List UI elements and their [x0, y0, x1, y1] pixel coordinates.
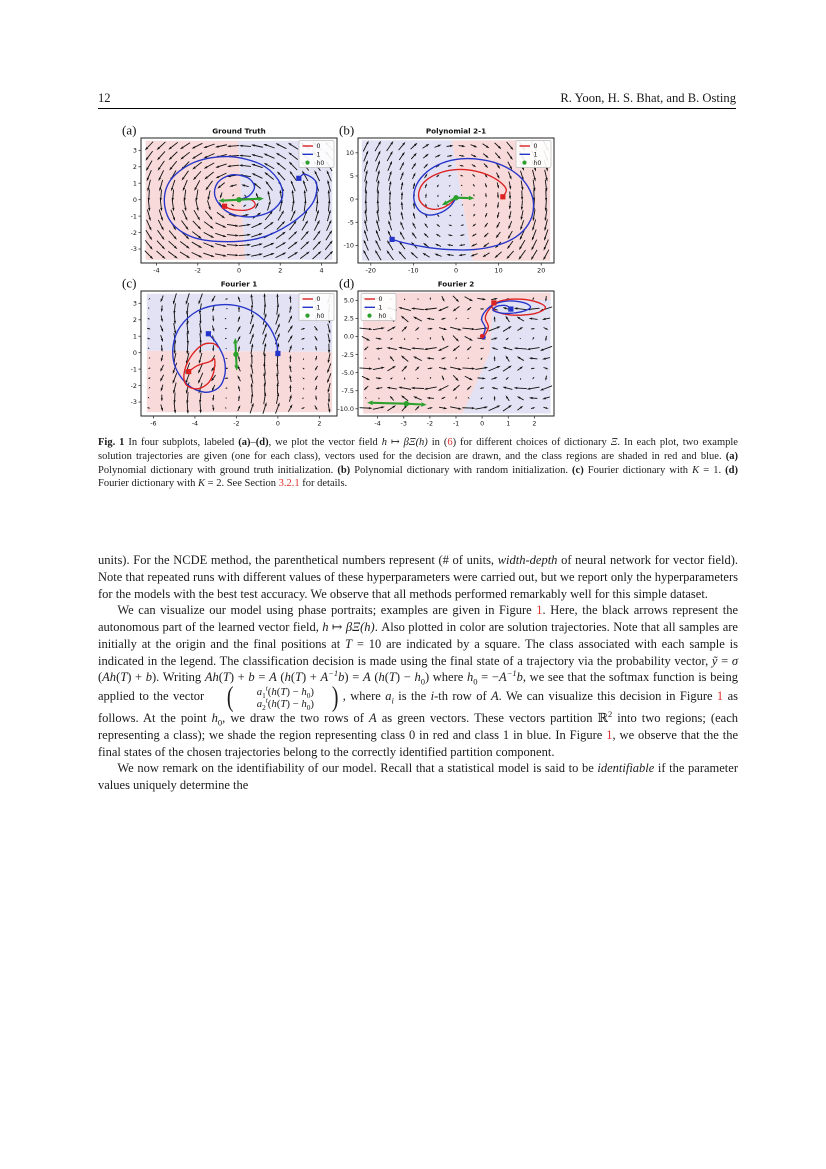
- text-run: units). For the NCDE method, the parenthetical numbers represent (# of units,: [98, 553, 498, 567]
- text-run: as follows. At the point: [98, 689, 738, 726]
- final-state-square: [389, 237, 394, 242]
- text-run: , where: [342, 689, 386, 704]
- column-vector: [209, 682, 343, 714]
- x-tick-label: -4: [153, 266, 160, 275]
- text-run: if the parameter values uniquely determine the: [98, 761, 738, 793]
- y-tick-label: -2: [130, 228, 137, 237]
- legend-label: 0: [316, 143, 321, 151]
- text-run: (: [116, 670, 121, 685]
- text-run: h: [378, 670, 385, 685]
- y-tick-label: 3: [132, 146, 137, 155]
- text-run: Ξ: [610, 437, 618, 448]
- running-title: R. Yoon, H. S. Bhat, and B. Osting: [560, 91, 736, 105]
- paragraph-3: [98, 760, 738, 794]
- text-run: =: [254, 670, 270, 685]
- text-run: T: [280, 698, 287, 711]
- text-run: . We can visualize this decision in Figure: [498, 689, 717, 704]
- text-run: ỹ: [711, 653, 718, 668]
- text-run: 2: [262, 703, 266, 713]
- text-run: ) =: [344, 670, 363, 685]
- final-state-square: [222, 204, 227, 209]
- legend-label: 1: [533, 151, 538, 159]
- ref-link[interactable]: 6: [447, 437, 453, 448]
- y-tick-label: 2: [132, 315, 137, 324]
- ref-link[interactable]: 1: [716, 689, 724, 704]
- text-run: h: [284, 670, 291, 685]
- final-state-square: [186, 369, 191, 374]
- h0-dot: [453, 195, 458, 200]
- subplot-title: Polynomial 2-1: [425, 126, 487, 136]
- text-run: Fourier dictionary with: [98, 478, 199, 490]
- x-tick-label: 0: [275, 419, 280, 428]
- y-tick-label: -5: [347, 218, 354, 227]
- h0-dot: [404, 401, 409, 406]
- text-run: T: [222, 670, 230, 685]
- text-run: (d): [255, 437, 269, 448]
- text-run: h: [414, 670, 421, 685]
- legend-key-h0: [305, 314, 309, 318]
- text-run: . Here, the black arrows represent the autonomous part of the learned vector field,: [98, 603, 739, 634]
- text-run: A: [363, 670, 371, 685]
- text-run: βΞ(h): [403, 437, 428, 448]
- subplot-title: Fourier 2: [437, 279, 475, 289]
- text-run: (: [276, 670, 285, 685]
- x-tick-label: 2: [278, 266, 283, 275]
- text-run: Polynomial dictionary with random initialization.: [350, 464, 573, 476]
- legend-label: 1: [378, 304, 383, 312]
- text-run: (: [98, 670, 103, 685]
- text-run: ): [310, 698, 314, 711]
- text-run: (d): [725, 464, 738, 476]
- final-state-square: [491, 300, 496, 305]
- x-tick-label: 2: [317, 419, 322, 428]
- subplot-title: Ground Truth: [212, 126, 266, 136]
- x-tick-label: 0: [480, 419, 485, 428]
- text-run: h: [301, 686, 307, 698]
- text-run: ) for different choices of dictionary: [452, 437, 611, 448]
- x-tick-label: -2: [426, 419, 434, 428]
- text-run: T: [388, 670, 396, 685]
- text-run: Polynomial dictionary with ground truth initialization.: [98, 464, 338, 476]
- text-run: identifiable: [597, 761, 655, 776]
- y-tick-label: 2.5: [343, 314, 354, 323]
- text-run: T: [120, 670, 128, 685]
- text-run: K: [692, 464, 700, 476]
- legend: [299, 294, 334, 321]
- text-run: . Also plotted in color are solution trajectories. Note that all samples are initially at the origin and the final positions at: [98, 620, 738, 651]
- text-run: in (: [427, 437, 448, 448]
- x-tick-label: -10: [408, 266, 419, 275]
- text-run: as green vectors. These vectors partition ℝ: [376, 711, 608, 726]
- legend-label: 1: [316, 304, 321, 312]
- h0-dot: [236, 197, 241, 202]
- text-run: T: [345, 636, 352, 651]
- ref-link[interactable]: 1: [606, 727, 613, 742]
- paragraph-2: [98, 602, 738, 760]
- text-run: ↦: [386, 437, 404, 448]
- text-run: A: [269, 670, 277, 685]
- subplot-label: (a): [122, 122, 137, 138]
- final-state-square: [275, 351, 280, 356]
- legend-key-h0: [367, 314, 371, 318]
- legend-label: h0: [378, 312, 387, 320]
- text-run: , we observe that the the final states of the chosen trajectories belong to the correctly identified partition component.: [98, 727, 739, 759]
- text-run: b: [516, 670, 523, 685]
- text-run: 0: [473, 676, 478, 687]
- text-run: , we see that the softmax function is being applied to the vector: [98, 670, 738, 704]
- y-tick-label: 1: [132, 332, 137, 341]
- y-tick-label: 5: [349, 172, 354, 181]
- text-run: ) +: [301, 670, 321, 685]
- text-run: = −: [477, 670, 499, 685]
- text-run: (a): [238, 437, 251, 448]
- text-run: ) −: [286, 686, 302, 698]
- vector-rows: [237, 683, 314, 713]
- text-run: (: [290, 670, 295, 685]
- subplot-label: (d): [339, 275, 355, 291]
- text-run: K: [198, 478, 206, 490]
- vector-row: [237, 695, 314, 713]
- x-tick-label: -1: [452, 419, 460, 428]
- text-run: T: [280, 686, 287, 698]
- text-run: ) +: [229, 670, 249, 685]
- text-run: −1: [506, 668, 517, 679]
- legend-label: 0: [533, 143, 538, 151]
- subplot-a: [120, 122, 348, 276]
- final-state-square: [508, 306, 513, 311]
- text-run: (b): [337, 464, 351, 476]
- text-run: A: [498, 670, 507, 685]
- text-run: A: [491, 689, 499, 704]
- text-run: (c): [572, 464, 584, 476]
- y-tick-label: 3: [132, 299, 137, 308]
- state-dot: [480, 334, 485, 339]
- y-tick-label: -3: [130, 245, 137, 254]
- x-tick-label: 2: [532, 419, 537, 428]
- final-state-square: [206, 331, 211, 336]
- text-run: ): [310, 686, 314, 698]
- text-run: In four subplots, labeled: [124, 437, 239, 448]
- legend-key-h0: [305, 161, 309, 165]
- text-run: b: [338, 670, 345, 685]
- text-run: i: [391, 695, 394, 706]
- text-run: width-depth: [497, 553, 558, 567]
- text-run: h: [301, 698, 307, 711]
- y-tick-label: 1: [132, 179, 137, 188]
- text-run: i: [430, 689, 435, 704]
- subplot-b: [337, 122, 565, 276]
- text-run: h: [271, 698, 277, 711]
- text-run: 0: [217, 717, 223, 728]
- legend-label: h0: [316, 312, 325, 320]
- text-run: A: [320, 670, 329, 685]
- text-run: –: [250, 437, 256, 448]
- legend-label: 0: [316, 296, 321, 304]
- text-run: −1: [328, 668, 339, 679]
- text-run: βΞ(h): [345, 620, 375, 634]
- text-run: 0: [306, 691, 311, 701]
- text-run: ↦: [328, 620, 346, 634]
- text-run: Fourier dictionary with: [583, 464, 693, 476]
- text-run: = 2. See Section: [205, 478, 279, 490]
- text-run: 0: [420, 676, 425, 687]
- y-tick-label: -3: [130, 398, 137, 407]
- page-number: 12: [98, 91, 111, 105]
- x-tick-label: 1: [506, 419, 511, 428]
- subplot-label: (b): [339, 122, 355, 138]
- text-run: into two regions; (each representing a class); we shade the region representing class 0 in red and class 1 in blue. In Figure: [98, 711, 738, 742]
- x-tick-label: -2: [233, 419, 240, 428]
- legend: [516, 141, 551, 168]
- text-run: (: [267, 698, 272, 711]
- y-tick-label: 0: [132, 195, 137, 204]
- text-run: ) −: [395, 670, 415, 685]
- x-tick-label: -4: [191, 419, 199, 428]
- text-run: (: [384, 670, 389, 685]
- text-run: (: [276, 698, 281, 711]
- text-run: ) −: [286, 698, 302, 711]
- subplot-c: [120, 275, 348, 429]
- text-run: (: [276, 686, 281, 698]
- y-tick-label: 0: [132, 348, 137, 357]
- y-tick-label: 5.0: [343, 296, 354, 305]
- x-tick-label: 0: [453, 266, 459, 275]
- text-run: ) where: [424, 670, 467, 685]
- text-run: Ah: [102, 670, 117, 685]
- subplot-title: Fourier 1: [220, 279, 258, 289]
- text-run: We now remark on the identifiability of our model. Recall that a statistical model is said to be: [117, 761, 598, 776]
- text-run: h: [271, 686, 277, 698]
- subplot-d: [337, 275, 565, 429]
- y-tick-label: 2: [132, 162, 137, 171]
- ref-link[interactable]: 1: [536, 603, 543, 618]
- y-tick-label: -10: [343, 241, 354, 250]
- text-run: = 1.: [699, 464, 726, 476]
- text-run: of neural network for vector field). Note that repeated runs with different values of these hyperparameters were carried out, but we report only the hyperparameters for the models with the best test accuracy. We observe that all methods performed remarkably well for this simple dataset.: [98, 553, 738, 601]
- text-run: is the: [393, 689, 431, 704]
- header-rule: [98, 108, 736, 109]
- text-run: 0: [306, 703, 311, 713]
- text-run: t: [265, 695, 268, 705]
- y-tick-label: 0: [349, 195, 354, 204]
- text-run: 1: [262, 691, 266, 701]
- ref-link[interactable]: 3.2.1: [278, 478, 300, 490]
- text-run: Ah: [204, 670, 219, 685]
- x-tick-label: -3: [400, 419, 407, 428]
- x-tick-label: 10: [494, 266, 503, 275]
- text-run: (: [218, 670, 223, 685]
- legend-label: 0: [378, 296, 383, 304]
- text-run: for details.: [299, 478, 348, 490]
- y-tick-label: -7.5: [341, 386, 354, 395]
- legend-label: h0: [316, 159, 325, 167]
- text-run: b: [248, 670, 255, 685]
- paren: (: [226, 682, 234, 714]
- text-run: a: [385, 689, 392, 704]
- legend-label: h0: [533, 159, 542, 167]
- x-tick-label: -4: [374, 419, 381, 428]
- vector-row: [237, 683, 314, 701]
- paren: ): [331, 682, 339, 714]
- y-tick-label: -10.0: [337, 404, 354, 413]
- text-run: a: [256, 698, 263, 711]
- figure-caption: [98, 436, 738, 491]
- text-run: (: [267, 686, 272, 698]
- x-tick-label: 0: [236, 266, 242, 275]
- legend-label: 1: [316, 151, 321, 159]
- text-run: Fig. 1: [98, 437, 125, 448]
- text-run: = 10 are indicated by a square. The class associated with each sample is indicated in the legend. The classification decision is made using the final state of a trajectory via the probability vector,: [98, 636, 738, 668]
- text-run: h: [381, 437, 387, 448]
- x-tick-label: -2: [194, 266, 201, 275]
- text-run: ) +: [127, 670, 146, 685]
- y-tick-label: -5.0: [341, 368, 354, 377]
- text-run: -th row of: [434, 689, 492, 704]
- x-tick-label: 20: [537, 266, 546, 275]
- x-tick-label: 4: [319, 266, 324, 275]
- final-state-square: [500, 194, 505, 199]
- body-text: [98, 552, 738, 794]
- paragraph-1: [98, 552, 738, 602]
- text-run: h: [211, 711, 218, 726]
- text-run: , we draw the two rows of: [222, 711, 370, 726]
- y-tick-label: -1: [130, 212, 137, 221]
- legend: [361, 294, 396, 321]
- text-run: (a): [725, 450, 738, 462]
- text-run: , we plot the vector field: [268, 437, 382, 448]
- y-tick-label: -2: [130, 381, 137, 390]
- text-run: b: [145, 670, 153, 685]
- h0-dot: [233, 352, 238, 357]
- subplot-label: (c): [122, 275, 137, 291]
- text-run: σ: [731, 653, 738, 668]
- text-run: . In each plot, two example solution trajectories are given (one for each class), vectors used for the decision are drawn, and the class regions are shaded in red and blue.: [98, 437, 738, 462]
- page-header: [98, 91, 736, 106]
- y-tick-label: 10: [345, 149, 354, 158]
- text-run: h: [467, 670, 474, 685]
- final-state-square: [296, 176, 301, 181]
- y-tick-label: 0.0: [343, 332, 354, 341]
- text-run: We can visualize our model using phase portraits; examples are given in Figure: [117, 603, 537, 618]
- text-run: a: [256, 686, 263, 698]
- y-tick-label: -2.5: [341, 350, 354, 359]
- x-tick-label: -6: [150, 419, 157, 428]
- text-run: h: [322, 620, 329, 634]
- text-run: A: [369, 711, 377, 726]
- text-run: (: [370, 670, 379, 685]
- legend-key-h0: [522, 161, 526, 165]
- y-tick-label: -1: [130, 365, 137, 374]
- text-run: 2: [607, 708, 613, 719]
- x-tick-label: -20: [365, 266, 377, 275]
- text-run: ). Writing: [152, 670, 205, 685]
- text-run: =: [717, 653, 732, 668]
- legend: [299, 141, 334, 168]
- text-run: T: [295, 670, 302, 685]
- text-run: t: [265, 683, 268, 693]
